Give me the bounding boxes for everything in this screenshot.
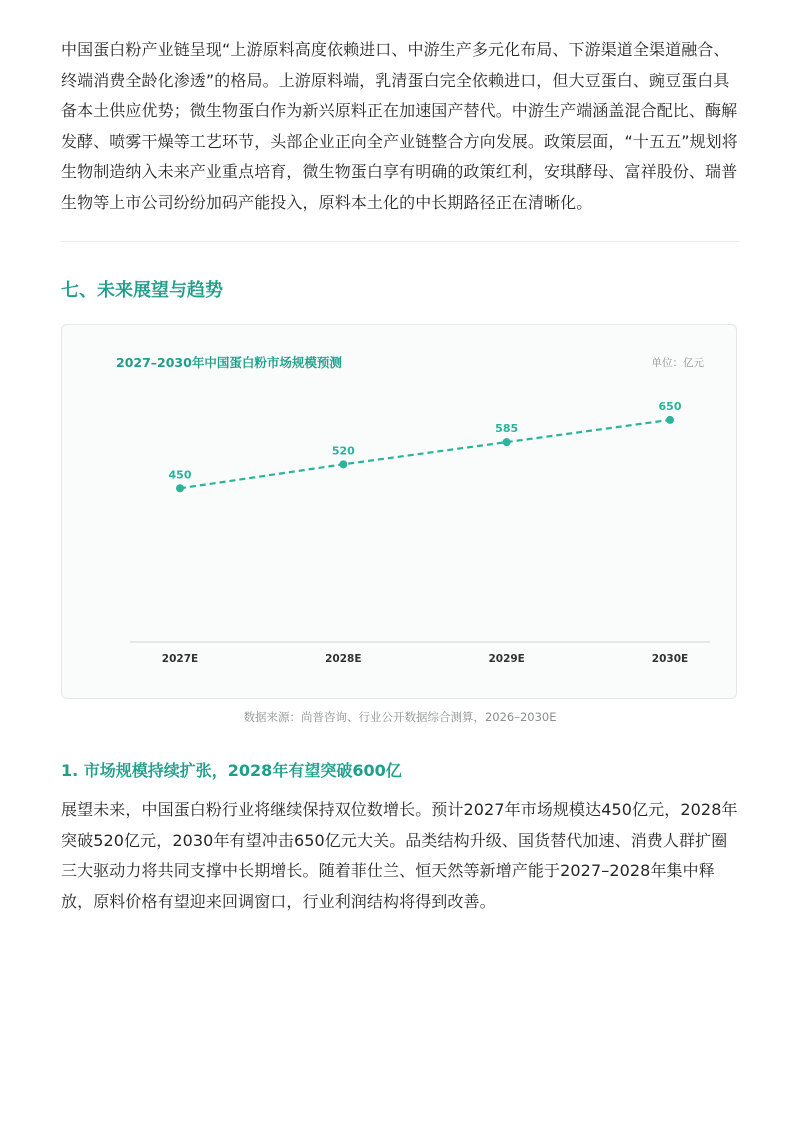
- data-label: 650: [658, 399, 682, 413]
- series-line: [180, 420, 670, 488]
- section-title: 七、未来展望与趋势: [61, 280, 223, 301]
- chart-card: [61, 324, 737, 699]
- data-label: 585: [495, 422, 519, 436]
- x-tick-label: 2028E: [325, 653, 362, 665]
- section-divider: [61, 241, 739, 242]
- data-point: [503, 438, 511, 446]
- x-tick-label: 2027E: [161, 653, 199, 665]
- intro-paragraph: 中国蛋白粉产业链呈现“上游原料高度依赖进口、中游生产多元化布局、下游渠道全渠道融合、终端消费全龄化渗透”的格局。上游原料端，乳清蛋白完全依赖进口，但大豆蛋白、豌豆蛋白具备本土供应优势；微生物蛋白作为新兴原料正在加速国产替代。中游生产端涵盖混合配比、酶解发酵、喷雾干燥等工艺环节，头部企业正向全产业链整合方向发展。政策层面，“十五五”规划将生物制造纳入未来产业重点培育，微生物蛋白享有明确的政策红利，安琪酵母、富祥股份、瑞普生物等上市公司纷纷加码产能投入，原料本土化的中长期路径正在清晰化。: [61, 40, 738, 212]
- data-point: [666, 416, 674, 424]
- data-source-note: 数据来源：尚普咨询、行业公开数据综合测算，2026–2030E: [243, 710, 557, 724]
- chart-title: 2027–2030年中国蛋白粉市场规模预测: [116, 355, 342, 370]
- subsection-title: 1. 市场规模持续扩张，2028年有望突破600亿: [61, 761, 402, 780]
- x-tick-label: 2030E: [651, 653, 689, 665]
- data-label: 450: [168, 468, 192, 482]
- data-point: [339, 460, 347, 468]
- data-label: 520: [331, 444, 355, 458]
- x-tick-label: 2029E: [488, 653, 525, 665]
- line-chart: [62, 325, 738, 700]
- data-point: [176, 484, 184, 492]
- chart-unit-label: 单位：亿元: [651, 357, 704, 369]
- subsection-paragraph: 展望未来，中国蛋白粉行业将继续保持双位数增长。预计2027年市场规模达450亿元，2028年突破520亿元，2030年有望冲击650亿元大关。品类结构升级、国货替代加速、消费人群扩圈三大驱动力将共同支撑中长期增长。随着菲仕兰、恒天然等新增产能于2027–2028年集中释放，原料价格有望迎来回调窗口，行业利润结构将得到改善。: [61, 800, 738, 911]
